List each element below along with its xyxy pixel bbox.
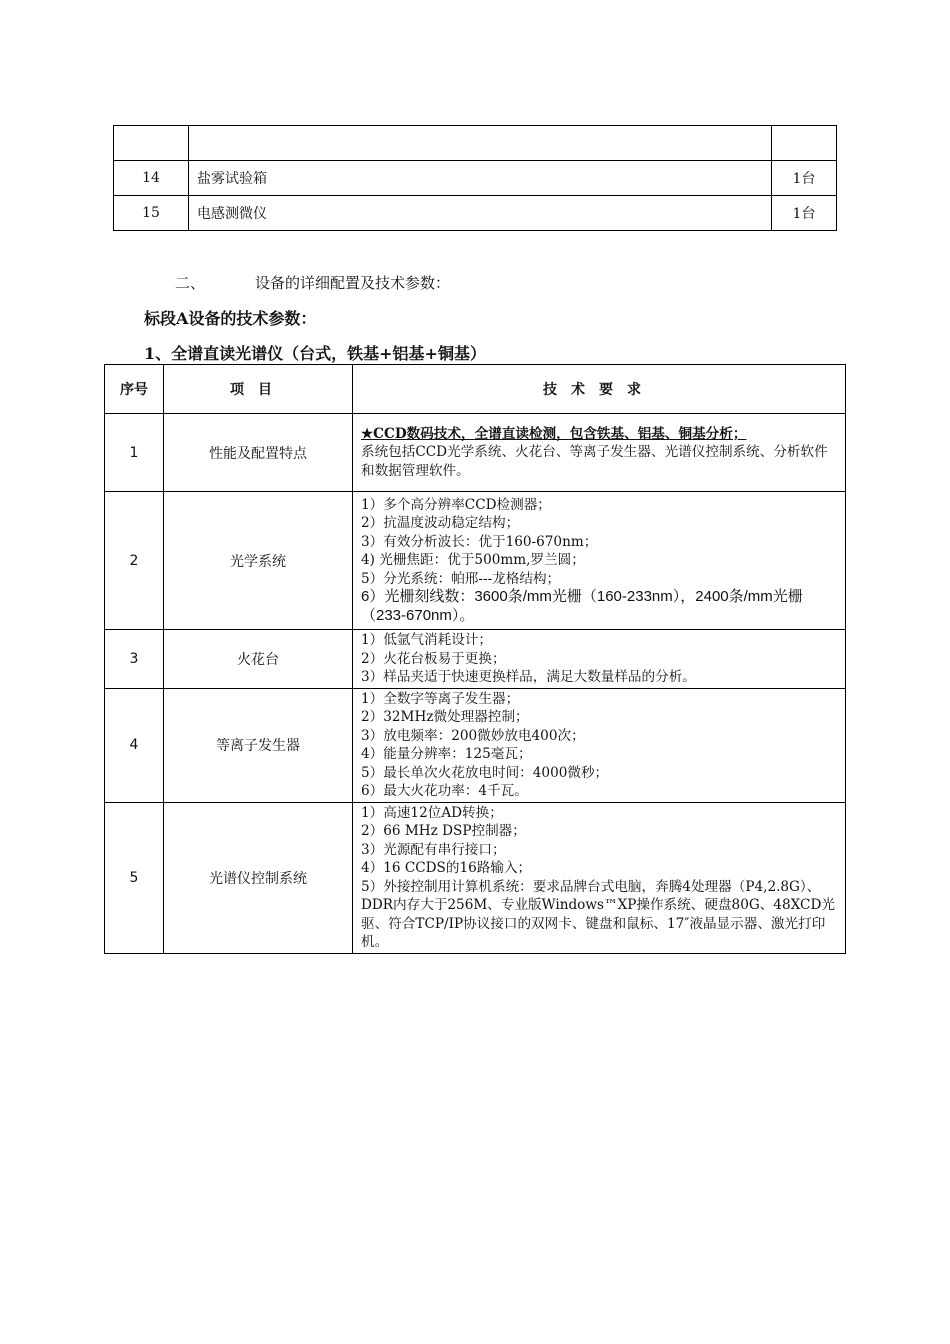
heading-text: 设备的详细配置及技术参数： xyxy=(255,274,451,292)
row-requirements xyxy=(353,688,846,802)
requirement-line-highlight: ★CCD数码技术，全谱直读检测，包含铁基、铝基、铜基分析； xyxy=(361,425,747,442)
row-item: 性能及配置特点 xyxy=(164,414,353,492)
requirement-line: 1）低氩气消耗设计； xyxy=(361,632,492,648)
requirement-line: 3）光源配有串行接口； xyxy=(361,841,506,858)
requirement-line: 1）全数字等离子发生器； xyxy=(361,690,520,707)
section-title-a: 标段A设备的技术参数： xyxy=(144,309,317,328)
requirement-line: 4）16 CCDS的16路输入； xyxy=(361,860,532,876)
equipment-name: 盐雾试验箱 xyxy=(189,161,772,196)
row-item: 光谱仪控制系统 xyxy=(164,802,353,953)
row-item: 等离子发生器 xyxy=(164,688,353,802)
row-requirements xyxy=(353,492,846,630)
equipment-list-table xyxy=(113,125,837,231)
requirement-line: 2）32MHz微处理器控制； xyxy=(361,709,529,725)
requirement-line: 1）多个高分辨率CCD检测器； xyxy=(361,496,551,513)
row-number: 15 xyxy=(114,196,189,231)
table-row xyxy=(105,802,846,953)
row-requirements xyxy=(353,630,846,689)
row-index: 2 xyxy=(105,492,164,630)
table-row xyxy=(105,688,846,802)
row-number: 14 xyxy=(114,161,189,196)
header-requirements: 技术要求 xyxy=(353,365,846,414)
table-row xyxy=(114,161,837,196)
requirement-line: 2）火花台板易于更换； xyxy=(361,650,506,667)
requirement-line: 2）抗温度波动稳定结构； xyxy=(361,515,520,532)
row-index: 5 xyxy=(105,802,164,953)
section-title-spectrometer: 1、全谱直读光谱仪（台式，铁基+铝基+铜基） xyxy=(144,344,486,363)
spec-table xyxy=(104,364,846,954)
requirement-line: 系统包括CCD光学系统、火花台、等离子发生器、光谱仪控制系统、分析软件和数据管理软件。 xyxy=(361,444,828,479)
requirement-line: 6）光栅刻线数：3600条/mm光栅（160-233nm），2400条/mm光栅（233-670nm）。 xyxy=(361,588,803,624)
requirement-line: 5）分光系统：帕邢---龙格结构； xyxy=(361,570,561,587)
requirement-line: 5）最长单次火花放电时间：4000微秒； xyxy=(361,764,609,781)
row-requirements xyxy=(353,802,846,953)
row-requirements xyxy=(353,414,846,492)
equipment-name: 电感测微仪 xyxy=(189,196,772,231)
row-index: 1 xyxy=(105,414,164,492)
row-item: 火花台 xyxy=(164,630,353,689)
equipment-quantity: 1台 xyxy=(772,161,837,196)
table-row xyxy=(114,126,837,161)
row-index: 4 xyxy=(105,688,164,802)
row-item: 光学系统 xyxy=(164,492,353,630)
requirement-line: 4）能量分辨率：125毫瓦； xyxy=(361,746,532,762)
requirement-line: 5）外接控制用计算机系统：要求品牌台式电脑，奔腾4处理器（P4,2.8G）、DDR内存大于256M、专业版Windows™XP操作系统、硬盘80G、48XCD光驱、符合TCP/IP协议接口的双网卡、键盘和鼠标、17″液晶显示器、激光打印机。 xyxy=(361,878,835,950)
requirement-line: 4) 光栅焦距：优于500mm,罗兰圆； xyxy=(361,552,585,569)
section-heading-2 xyxy=(175,272,450,293)
requirement-line: 2）66 MHz DSP控制器； xyxy=(361,823,526,839)
heading-number: 二、 xyxy=(175,274,206,292)
requirement-line: 3）有效分析波长：优于160-670nm； xyxy=(361,533,598,550)
requirement-line: 3）放电频率：200微妙放电400次； xyxy=(361,727,585,744)
table-row xyxy=(105,630,846,689)
equipment-quantity: 1台 xyxy=(772,196,837,231)
spec-header-row xyxy=(105,365,846,414)
table-row xyxy=(105,414,846,492)
header-index: 序号 xyxy=(105,365,164,414)
requirement-line: 6）最大火花功率：4千瓦。 xyxy=(361,783,528,799)
requirement-line: 3）样品夹适于快速更换样品，满足大数量样品的分析。 xyxy=(361,669,696,685)
header-item: 项目 xyxy=(164,365,353,414)
requirement-line: 1）高速12位AD转换； xyxy=(361,804,503,821)
table-row xyxy=(105,492,846,630)
table-row xyxy=(114,196,837,231)
row-index: 3 xyxy=(105,630,164,689)
